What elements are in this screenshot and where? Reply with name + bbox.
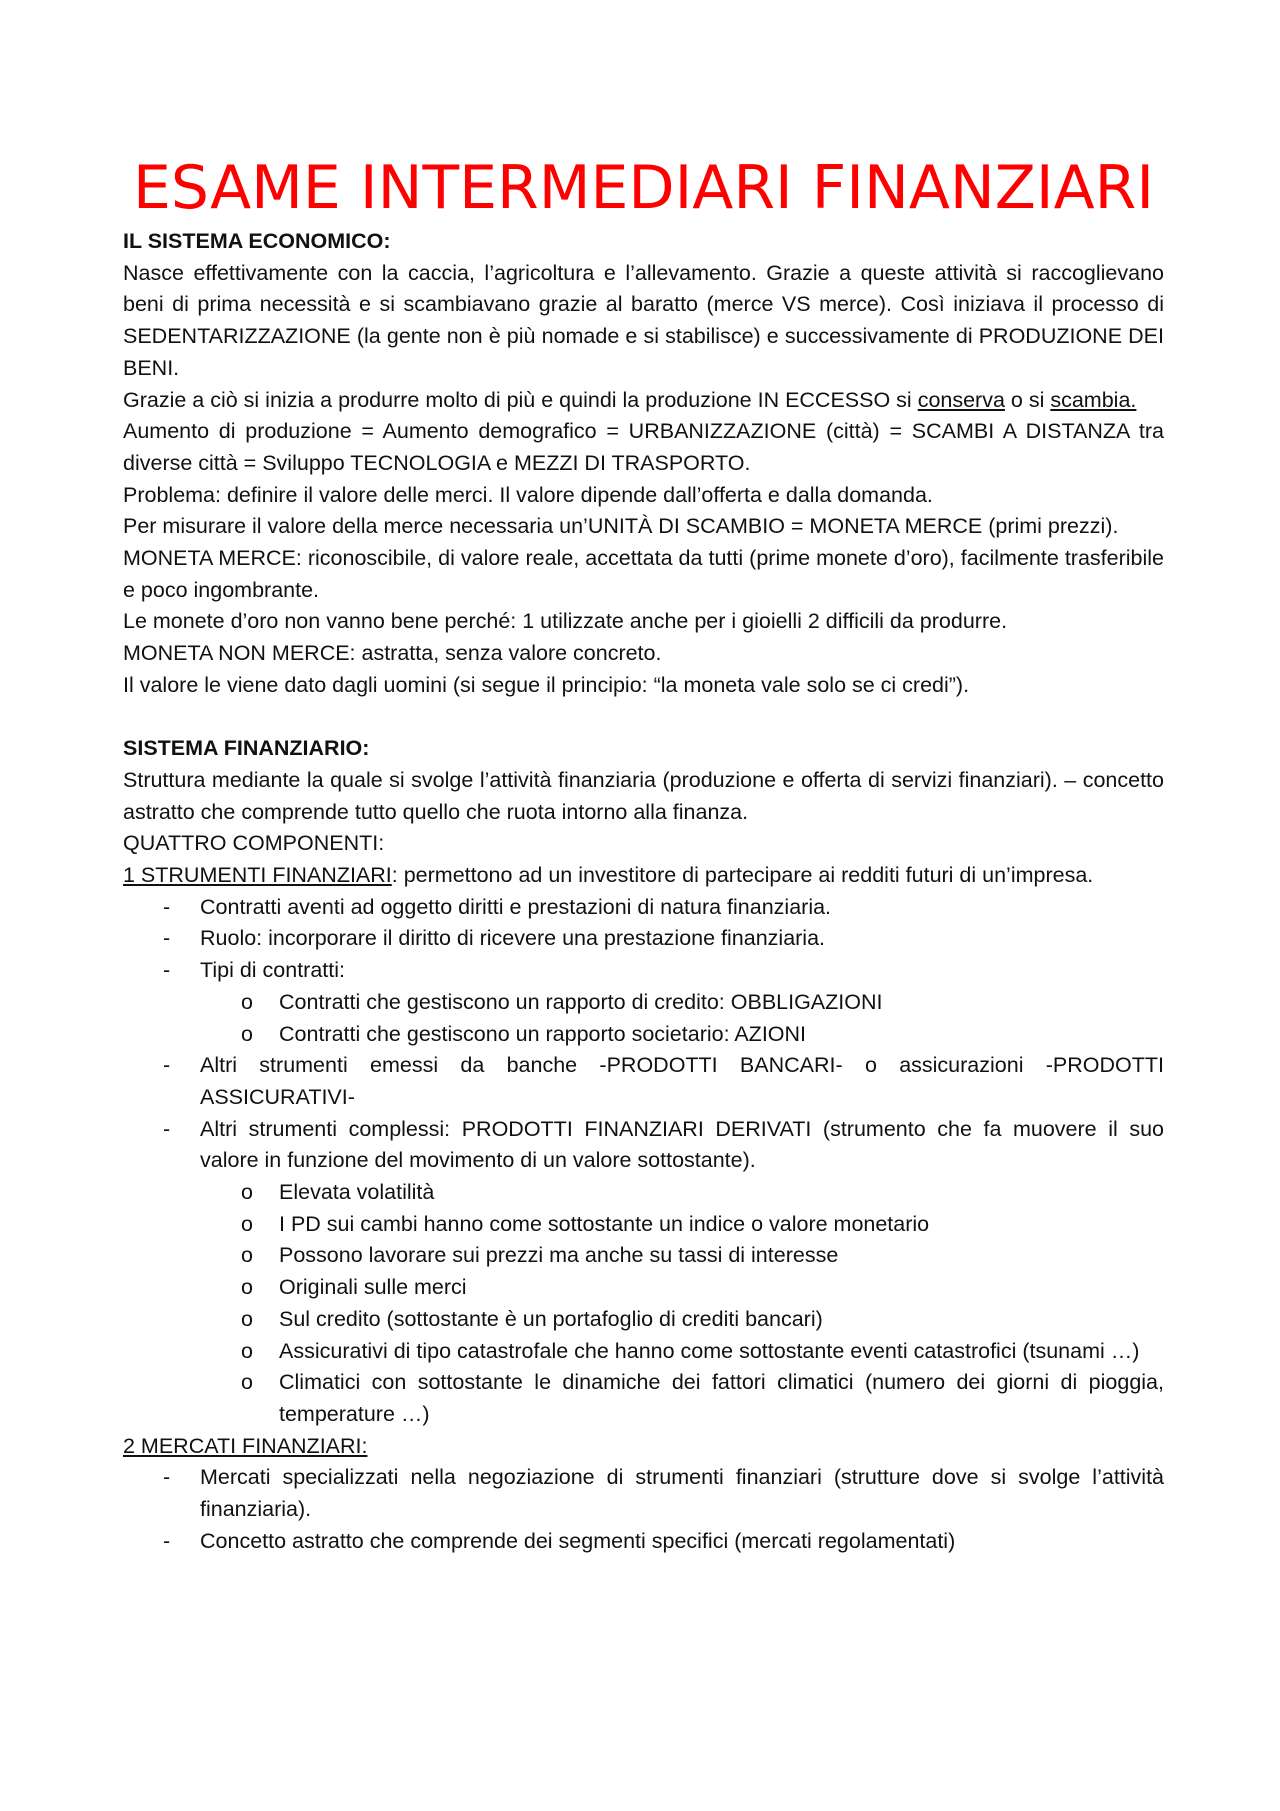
paragraph: MONETA NON MERCE: astratta, senza valore concreto. [123, 641, 662, 666]
list-item-text: Sul credito (sottostante è un portafoglio di crediti bancari) [279, 1306, 823, 1331]
list-item [123, 923, 1164, 955]
text: o si [1004, 387, 1051, 412]
component-title: 1 STRUMENTI FINANZIARI [123, 863, 392, 888]
sub-list-item [123, 1367, 1164, 1430]
section-heading-sistema-finanziario: SISTEMA FINANZIARIO: [123, 736, 370, 761]
paragraph: MONETA MERCE: riconoscibile, di valore reale, accettata da tutti (prime monete d’oro), facilmente trasferibile e poco ingombrante. [123, 546, 1164, 602]
circle-bullet: o [241, 1275, 253, 1300]
paragraph: Problema: definire il valore delle merci. Il valore dipende dall’offerta e dalla domanda. [123, 482, 933, 507]
underlined-text: scambia. [1050, 387, 1137, 412]
circle-bullet: o [241, 1021, 253, 1046]
circle-bullet: o [241, 989, 253, 1014]
paragraph: Il valore le viene dato dagli uomini (si segue il principio: “la moneta vale solo se ci credi”). [123, 672, 970, 697]
section-heading-sistema-economico: IL SISTEMA ECONOMICO: [123, 229, 391, 253]
list-item-text: Concetto astratto che comprende dei segmenti specifici (mercati regolamentati) [200, 1528, 956, 1553]
dash-bullet: - [163, 958, 171, 983]
document-title: ESAME INTERMEDIARI FINANZIARI [132, 153, 1155, 223]
list-item [123, 892, 1164, 924]
list-item-text: Altri strumenti complessi: PRODOTTI FINANZIARI DERIVATI (strumento che fa muovere il suo valore in funzione del movimento di un valore sottostante). [200, 1116, 1164, 1173]
list-item-text: Contratti che gestiscono un rapporto di credito: OBBLIGAZIONI [279, 989, 883, 1014]
list-item-text: Ruolo: incorporare il diritto di ricevere una prestazione finanziaria. [200, 926, 826, 951]
paragraph: QUATTRO COMPONENTI: [123, 831, 385, 856]
text: : permettono ad un investitore di partecipare ai redditi futuri di un’impresa. [391, 863, 1094, 888]
list-item-text: Contratti che gestiscono un rapporto societario: AZIONI [279, 1021, 807, 1046]
paragraph: Aumento di produzione = Aumento demografico = URBANIZZAZIONE (città) = SCAMBI A DISTANZA tra diverse città = Sviluppo TECNOLOGIA e MEZZI DI TRASPORTO. [123, 419, 1164, 475]
sub-list-item [123, 987, 1164, 1019]
circle-bullet: o [241, 1243, 253, 1268]
sub-list-item [123, 1177, 1164, 1209]
sub-list-item [123, 1336, 1164, 1368]
paragraph: Struttura mediante la quale si svolge l’attività finanziaria (produzione e offerta di servizi finanziari). – concetto astratto che comprende tutto quello che ruota intorno alla finanza. [123, 767, 1164, 824]
bullet-list [123, 1462, 1164, 1557]
underlined-text: conserva [917, 387, 1005, 412]
dash-bullet: - [163, 926, 171, 951]
text: Grazie a ciò si inizia a produrre molto di più e quindi la produzione IN ECCESSO si [123, 387, 918, 412]
list-item-text: Tipi di contratti: [200, 958, 345, 983]
circle-bullet: o [241, 1306, 253, 1331]
list-item [123, 1526, 1164, 1558]
list-item-text: Elevata volatilità [279, 1180, 435, 1205]
sub-list-item [123, 1019, 1164, 1051]
paragraph: Le monete d’oro non vanno bene perché: 1 utilizzate anche per i gioielli 2 difficili da produrre. [123, 609, 1008, 634]
sub-list-item [123, 1304, 1164, 1336]
document-page [123, 150, 1164, 1558]
list-item-text: Assicurativi di tipo catastrofale che hanno come sottostante eventi catastrofici (tsunami …) [279, 1338, 1140, 1363]
list-item [123, 1114, 1164, 1177]
paragraph [123, 860, 1164, 892]
bullet-list [123, 892, 1164, 1431]
sub-list-item [123, 1272, 1164, 1304]
dash-bullet: - [163, 894, 171, 919]
paragraph: Per misurare il valore della merce necessaria un’UNITÀ DI SCAMBIO = MONETA MERCE (primi prezzi). [123, 514, 1119, 539]
dash-bullet: - [163, 1053, 171, 1078]
dash-bullet: - [163, 1465, 171, 1490]
sub-list-item [123, 1209, 1164, 1241]
sub-list-item [123, 1240, 1164, 1272]
circle-bullet: o [241, 1338, 253, 1363]
dash-bullet: - [163, 1116, 171, 1141]
list-item [123, 955, 1164, 987]
circle-bullet: o [241, 1370, 253, 1395]
list-item-text: Possono lavorare sui prezzi ma anche su tassi di interesse [279, 1243, 839, 1268]
circle-bullet: o [241, 1180, 253, 1205]
blank-line [123, 702, 1164, 734]
circle-bullet: o [241, 1211, 253, 1236]
list-item-text: Altri strumenti emessi da banche -PRODOTTI BANCARI- o assicurazioni -PRODOTTI ASSICURATIVI- [200, 1053, 1164, 1109]
paragraph: Nasce effettivamente con la caccia, l’agricoltura e l’allevamento. Grazie a queste attività si raccoglievano beni di prima necessità e si scambiavano grazie al baratto (merce VS merce). Così iniziava il processo di SEDENTARIZZAZIONE (la gente non è più nomade e si stabilisce) e successivamente di PRODUZIONE DEI BENI. [123, 260, 1164, 380]
list-item [123, 1462, 1164, 1525]
list-item [123, 1050, 1164, 1113]
list-item-text: Mercati specializzati nella negoziazione di strumenti finanziari (strutture dove si svolge l’attività finanziaria). [200, 1465, 1164, 1522]
list-item-text: Contratti aventi ad oggetto diritti e prestazioni di natura finanziaria. [200, 894, 832, 919]
dash-bullet: - [163, 1528, 171, 1553]
list-item-text: Originali sulle merci [279, 1275, 467, 1300]
paragraph [123, 385, 1164, 417]
list-item-text: I PD sui cambi hanno come sottostante un indice o valore monetario [279, 1211, 930, 1236]
list-item-text: Climatici con sottostante le dinamiche dei fattori climatici (numero dei giorni di pioggia, temperature …) [279, 1370, 1164, 1426]
component-title: 2 MERCATI FINANZIARI: [123, 1433, 368, 1458]
